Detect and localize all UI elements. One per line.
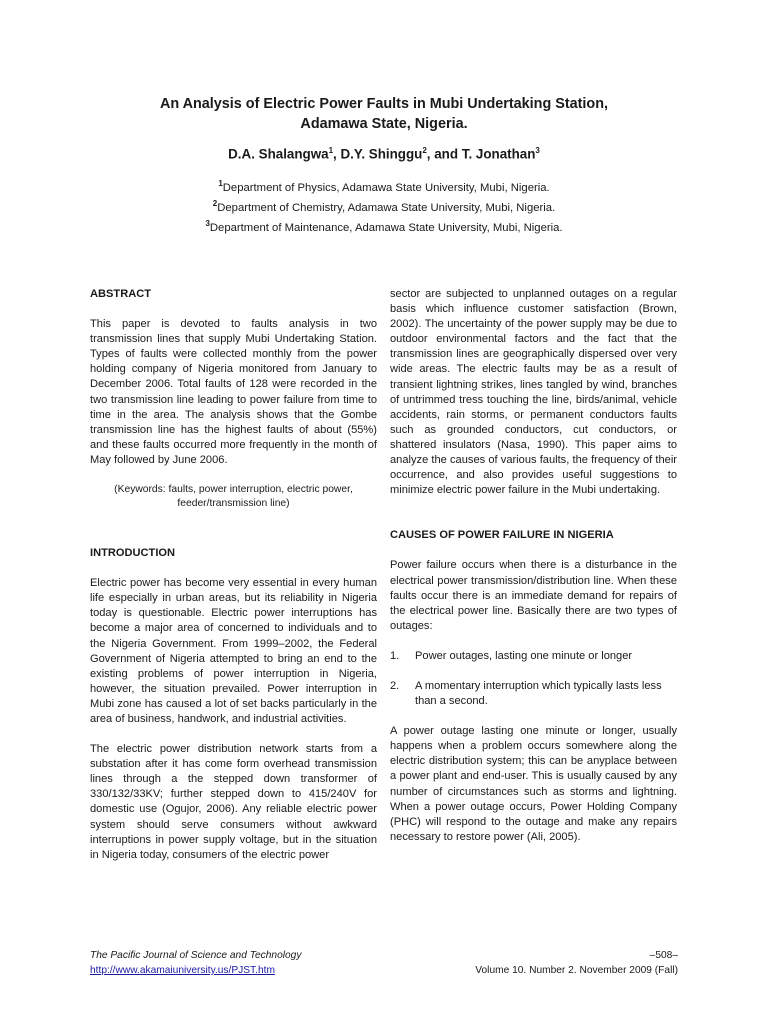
author-affil-number: 2	[422, 146, 427, 155]
affiliation	[80, 216, 688, 236]
introduction-paragraph-2: The electric power distribution network starts from a substation after it has come form overhead transmission lines through a the stepped down transformer of 330/132/33KV; further stepped down to 415/240V for domestic use (Ogujor, 2006). Any reliable electric power system should serve consumers without awkward interruptions in power supply voltage, but in the situation in Nigeria today, consumers of the electric power	[90, 743, 377, 861]
affiliation	[80, 196, 688, 216]
author-affil-number: 1	[328, 146, 334, 155]
affiliation-number: 3	[205, 218, 210, 228]
introduction-paragraph-1: Electric power has become very essential in every human life especially in urban areas, but its reliability in Nigeria today is questionable. Electric power interruptions has become a major area of concerned to individuals and to the Nigeria Government. From 1999–2002, the Federal Government of Nigeria attempted to bring an end to the existing problems of power interruption in Nigeria, however, the situation prevailed. Power interruption in Mubi zone has caused a lot of set backs particularly in the area of business, handwork, and industrial activities.	[90, 577, 377, 725]
outage-types-list	[390, 649, 677, 709]
list-text: A momentary interruption which typically lasts less than a second.	[415, 679, 662, 708]
title-line-2: Adamawa State, Nigeria.	[300, 116, 468, 132]
affiliation-text: Department of Physics, Adamawa State University, Mubi, Nigeria.	[222, 181, 550, 194]
abstract-text: This paper is devoted to faults analysis in two transmission lines that supply Mubi Undertaking Station. Types of faults were collected monthly from the power holding company of Nigeria monitored from January to December 2006. Total faults of 128 were recorded in the two transmission line leading to power failure from time to time in the area. The analysis shows that the Gombe transmission line has the highest faults of about (55%) and these faults occurred more frequently in the month of May followed by June 2006.	[90, 318, 377, 466]
affiliation-number: 2	[212, 198, 218, 208]
affiliation-text: Department of Chemistry, Adamawa State University, Mubi, Nigeria.	[217, 201, 556, 214]
causes-paragraph-1: Power failure occurs when there is a disturbance in the electrical power transmission/distribution line. When these faults occur there is an immediate demand for repairs of the electrical power line. Basically there are two types of outages:	[390, 559, 677, 632]
introduction-heading: INTRODUCTION	[90, 547, 176, 560]
list-text: Power outages, lasting one minute or longer	[415, 649, 633, 662]
author-separator: ,	[333, 146, 341, 162]
author-name: D.Y. Shinggu	[340, 146, 423, 162]
author-affil-number: 3	[535, 146, 540, 155]
author-name: T. Jonathan	[461, 146, 536, 162]
footer-right	[475, 948, 678, 978]
author-separator: , and	[426, 146, 462, 162]
affiliation	[80, 176, 688, 196]
journal-url-link[interactable]: http://www.akamaiuniversity.us/PJST.htm	[90, 965, 275, 976]
affiliation-list	[80, 176, 688, 235]
causes-paragraph-2: A power outage lasting one minute or longer, usually happens when a problem occurs somewhere along the electric distribution system; this can be anyplace between a power plant and end-user. This is usually caused by any number of circumstances such as storms and lightning. When a power outage occurs, Power Holding Company (PHC) will respond to the outage and make any repairs necessary to restore power (Ali, 2005).	[390, 725, 677, 843]
affiliation-number: 1	[218, 179, 223, 188]
abstract-heading: ABSTRACT	[90, 288, 152, 300]
page-number: –508–	[649, 950, 678, 961]
author-name: D.A. Shalangwa	[228, 146, 329, 162]
list-number: 2.	[390, 679, 400, 692]
footer-left	[90, 948, 301, 978]
journal-name: The Pacific Journal of Science and Technology	[90, 950, 302, 961]
list-item	[390, 679, 677, 709]
paper-title	[80, 94, 688, 134]
list-item	[390, 649, 677, 664]
affiliation-text: Department of Maintenance, Adamawa State University, Mubi, Nigeria.	[209, 221, 563, 234]
list-number: 1.	[390, 649, 400, 662]
volume-info: Volume 10. Number 2. November 2009 (Fall)	[475, 965, 678, 976]
author-list	[80, 142, 688, 163]
left-column	[90, 287, 377, 863]
keywords: (Keywords: faults, power interruption, electric power, feeder/transmission line)	[114, 484, 353, 510]
right-column	[390, 287, 677, 845]
title-line-1: An Analysis of Electric Power Faults in Mubi Undertaking Station,	[159, 96, 609, 112]
continued-paragraph: sector are subjected to unplanned outages on a regular basis which influence customer satisfaction (Brown, 2002). The uncertainty of the power supply may be due to outdoor environmental factors and the fact that the transmission lines are geographically dispersed over very wide areas. The electric faults may be as a result of transient lightning strikes, lines tangled by wind, branches of untrimmed tress touching the line, birds/animal, vehicle accidents, rain storms, or permanent conductors faults such as grounded conductors, cut conductors, or shattered insulators (Nasa, 1990). This paper aims to analyze the causes of various faults, the frequency of their occurrence, and also provides useful suggestions to minimize electric power failure in the Mubi undertaking.	[390, 288, 677, 497]
causes-heading: CAUSES OF POWER FAILURE IN NIGERIA	[390, 529, 614, 542]
